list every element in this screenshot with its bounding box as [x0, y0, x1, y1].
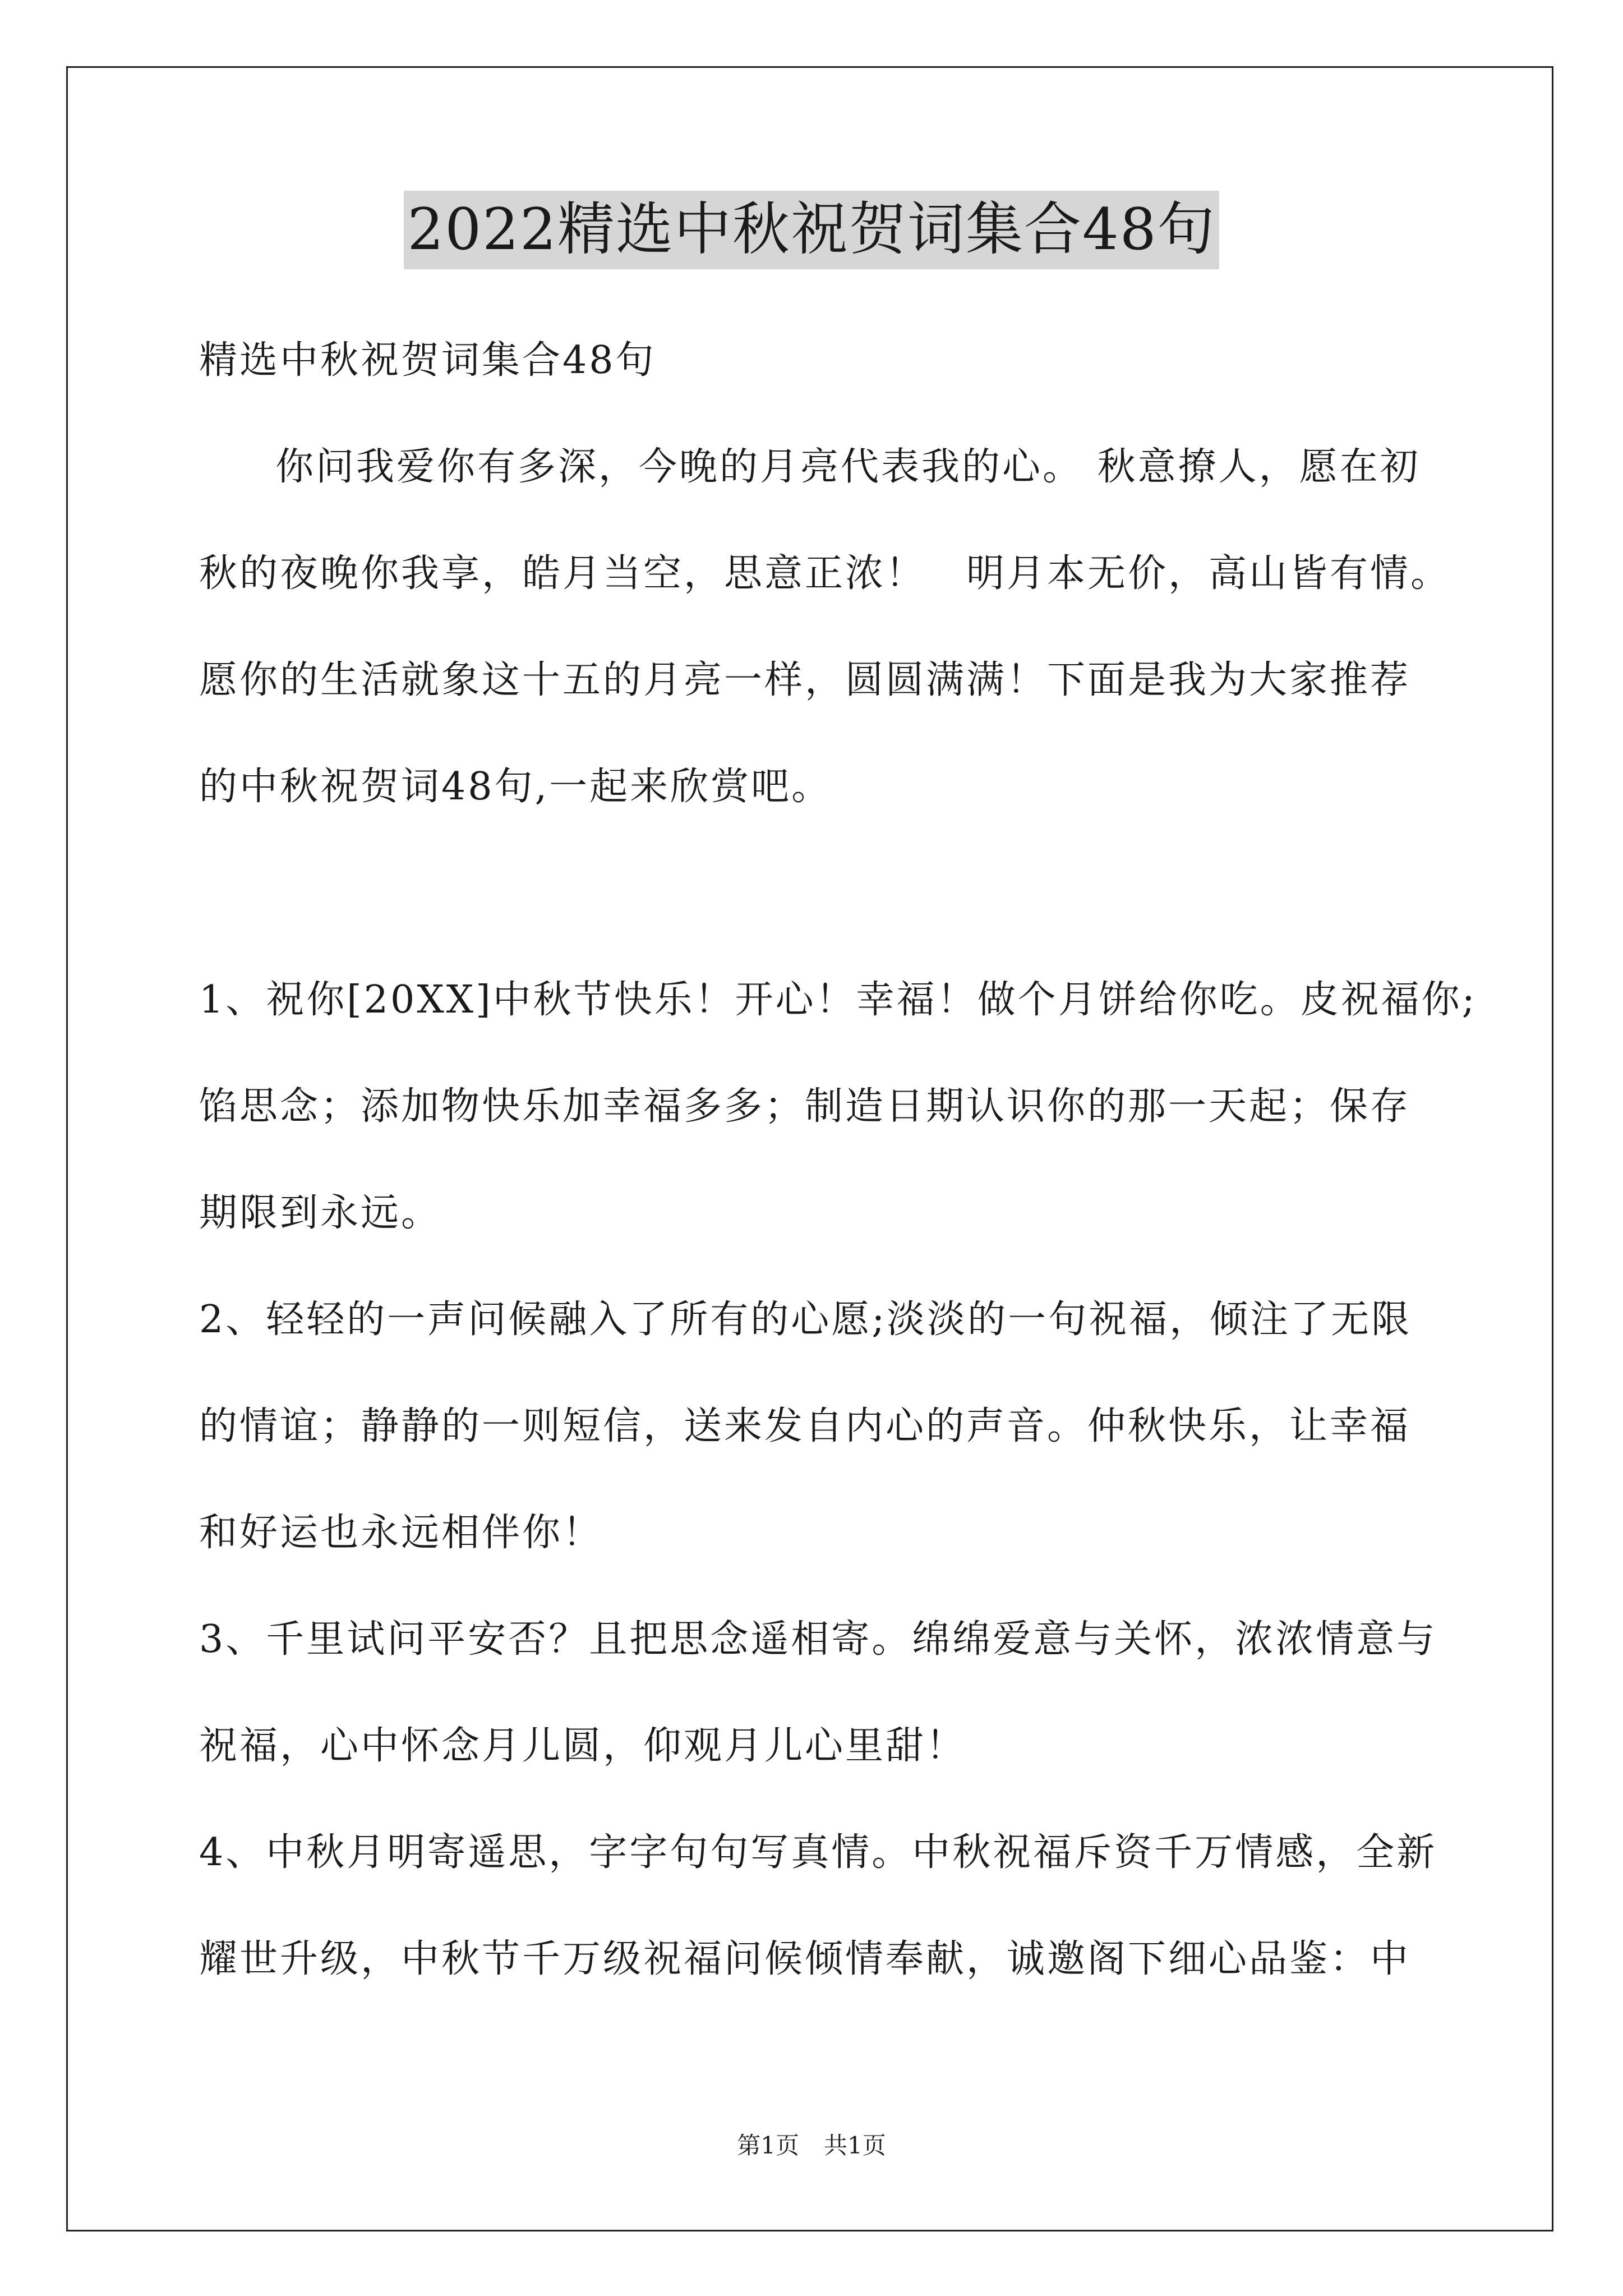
intro-line: 你问我爱你有多深，今晚的月亮代表我的心。 秋意撩人，愿在初	[275, 445, 1421, 489]
list-item-line: 和好运也永远相伴你！	[199, 1511, 603, 1555]
page-number-current: 第1页	[737, 2132, 799, 2159]
list-item-line: 1、祝你[20XX]中秋节快乐！开心！幸福！做个月饼给你吃。皮祝福你;	[199, 978, 1477, 1022]
list-item-line: 耀世升级，中秋节千万级祝福问候倾情奉献，诚邀阁下细心品鉴：中	[199, 1937, 1411, 1981]
document-subtitle: 精选中秋祝贺词集合48句	[199, 338, 656, 383]
list-item-line: 期限到永远。	[199, 1191, 442, 1235]
list-item-3	[199, 1586, 1437, 1800]
list-item-2	[199, 1267, 1433, 1586]
list-item-line: 祝福，心中怀念月儿圆，仰观月儿心里甜！	[199, 1724, 967, 1768]
page-footer	[0, 2129, 1623, 2162]
intro-line: 秋的夜晚你我享，皓月当空，思意正浓！ 明月本无价，高山皆有情。	[199, 551, 1451, 596]
list-item-4	[199, 1800, 1437, 2013]
list-item-line: 馅思念；添加物快乐加幸福多多；制造日期认识你的那一天起；保存	[199, 1084, 1411, 1129]
list-item-line: 2、轻轻的一声问候融入了所有的心愿;淡淡的一句祝福，倾注了无限	[199, 1297, 1412, 1342]
list-item-line: 4、中秋月明寄遥思，字字句句写真情。中秋祝福斥资千万情感，全新	[199, 1830, 1437, 1875]
page-number-total: 共1页	[824, 2132, 886, 2159]
list-item-1	[199, 947, 1477, 1267]
intro-line: 的中秋祝贺词48句,一起来欣赏吧。	[199, 765, 832, 809]
document-body	[199, 307, 1477, 2013]
list-item-line: 3、千里试问平安否？且把思念遥相寄。绵绵爱意与关怀，浓浓情意与	[199, 1617, 1437, 1662]
paragraph-spacer	[199, 840, 1433, 947]
intro-line: 愿你的生活就象这十五的月亮一样，圆圆满满！下面是我为大家推荐	[199, 658, 1411, 702]
title-container	[0, 191, 1623, 269]
document-title: 2022精选中秋祝贺词集合48句	[404, 191, 1219, 269]
list-item-line: 的情谊；静静的一则短信，送来发自内心的声音。仲秋快乐，让幸福	[199, 1404, 1411, 1448]
